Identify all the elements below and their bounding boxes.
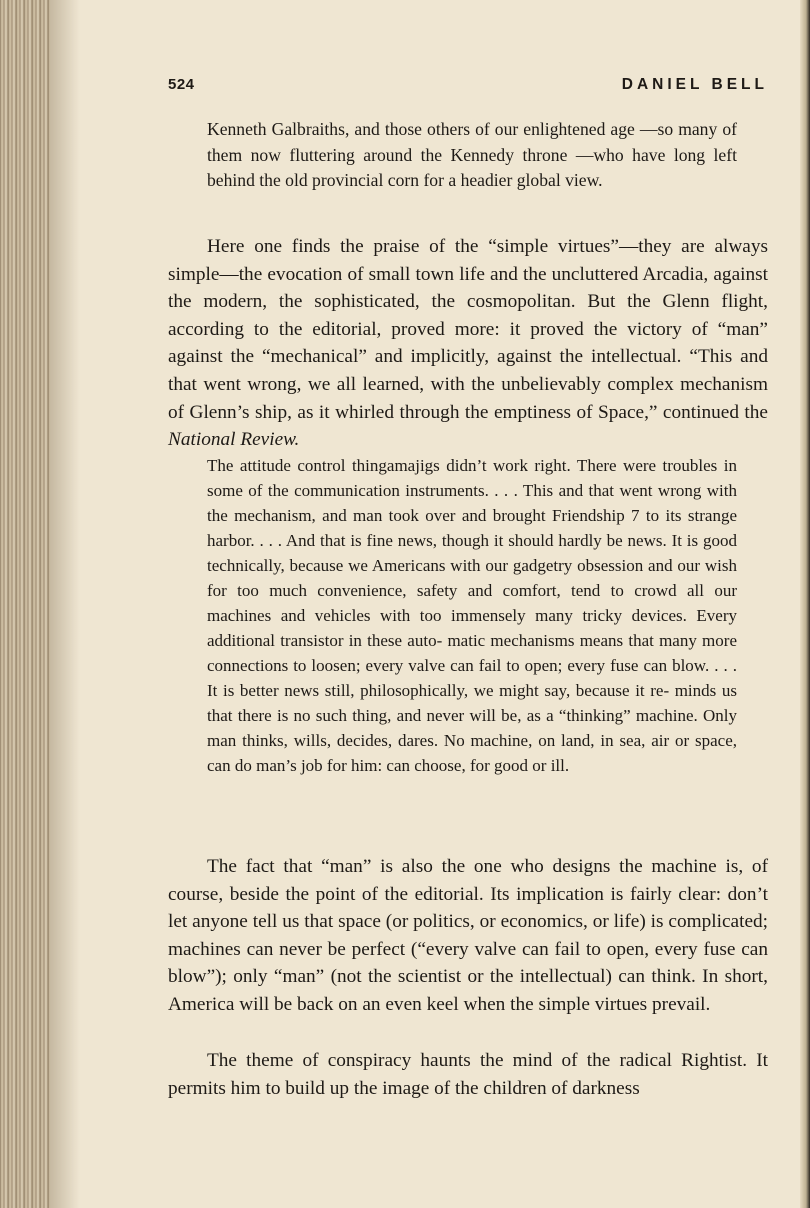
book-gutter <box>0 0 50 1208</box>
fact-that-man-paragraph: The fact that “man” is also the one who designs the machine is, of course, beside the point of the editorial. Its implication is fairly clear: don’t let anyone tell us that space (or politics, or economics, or life) is complicated; machines can never be perfect (“every valve can fail to open, every fuse can blow”); only “man” (not the scientist or the intellectual) can think. In short, America will be back on an even keel when the simple virtues prevail. <box>168 856 768 1015</box>
running-head: DANIEL BELL <box>621 76 768 93</box>
simple-virtues-text: Here one finds the praise of the “simple virtues”—they are always simple—the evocation of small town life and the uncluttered Arcadia, against the modern, the sophisticated, the cosmopolitan. But the Glenn flight, according to the editorial, proved more: it proved the victory of “man” against the “mechanical” and implicitly, against the intellectual. “This and that went wrong, we all learned, with the unbelievably complex mechanism of Glenn’s ship, as it whirled through the emptiness of Space,” continued the <box>168 236 768 423</box>
conspiracy-paragraph: The theme of conspiracy haunts the mind of the radical Rightist. It permits him to build up the image of the children of darkness <box>168 1050 768 1099</box>
publication-title: National Review. <box>168 429 300 451</box>
quote-continued-paragraph: Kenneth Galbraiths, and those others of our enlightened age —so many of them now fluttering around the Kennedy throne —who have long left behind the old provincial corn for a headier global view. <box>207 119 737 190</box>
extract-quote-paragraph: The attitude control thingamajigs didn’t work right. There were troubles in some of the communication instruments. . . . This and that went wrong with the mechanism, and man took over and brought Friendship 7 to its strange harbor. . . . And that is fine news, though it should hardly be news. It is good technically, because we Americans with our gadgetry obsession and our wish for too much convenience, safety and comfort, tend to crowd all our machines and vehicles with too immensely many tricky devices. Every additional transistor in these auto- matic mechanisms means that many more connections to loosen; every valve can fail to open; every fuse can blow. . . . It is better news still, philosophically, we might say, because it re- minds us that there is no such thing, and never will be, as a “thinking” machine. Only man thinks, wills, decides, dares. No machine, on land, in sea, air or space, can do man’s job for him: can choose, for good or ill. <box>207 456 737 775</box>
simple-virtues-paragraph <box>168 233 768 454</box>
page-edge <box>800 0 810 1208</box>
gutter-shadow <box>50 0 80 1208</box>
page-number: 524 <box>168 76 195 93</box>
